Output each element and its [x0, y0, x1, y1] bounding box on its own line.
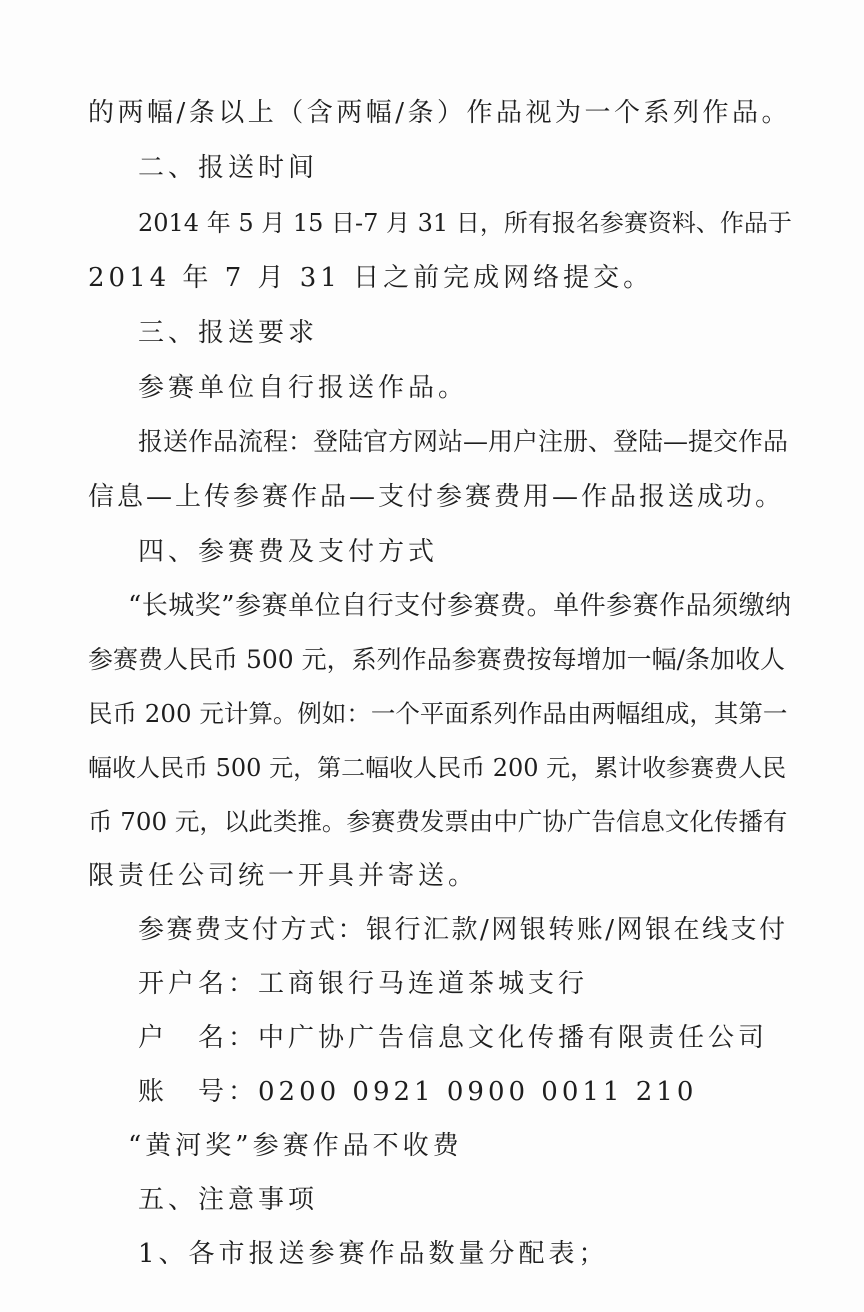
account-holder-line: 户 名：中广协广告信息文化传播有限责任公司 [138, 1023, 769, 1053]
text-line-12: 民币 200 元计算。例如：一个平面系列作品由两幅组成，其第一 [88, 699, 788, 728]
section-heading-2: 二、报送时间 [138, 153, 319, 183]
payment-method-line: 参赛费支付方式：银行汇款/网银转账/网银在线支付 [138, 915, 788, 945]
text-line-3: 2014 年 5 月 15 日-7 月 31 日，所有报名参赛资料、作品于 [138, 209, 792, 237]
text-line-10: “长城奖”参赛单位自行支付参赛费。单件参赛作品须缴纳 [128, 591, 792, 621]
text-line-20: “黄河奖”参赛作品不收费 [128, 1131, 463, 1161]
text-line-13: 幅收人民币 500 元，第二幅收人民币 200 元，累计收参赛费人民 [88, 754, 787, 782]
text-line-1: 的两幅/条以上（含两幅/条）作品视为一个系列作品。 [88, 98, 792, 128]
text-line-6: 参赛单位自行报送作品。 [138, 373, 469, 403]
account-number-line: 账 号：0200 0921 0900 0011 210 [138, 1077, 698, 1107]
bank-name-line: 开户名：工商银行马连道茶城支行 [138, 969, 589, 999]
text-line-4: 2014 年 7 月 31 日之前完成网络提交。 [88, 263, 654, 293]
section-heading-3: 三、报送要求 [138, 318, 319, 348]
section-heading-5: 五、注意事项 [138, 1185, 319, 1215]
section-heading-4: 四、参赛费及支付方式 [138, 537, 439, 567]
text-line-11: 参赛费人民币 500 元，系列作品参赛费按每增加一幅/条加收人 [88, 645, 786, 674]
text-line-8: 信息—上传参赛作品—支付参赛费用—作品报送成功。 [88, 482, 785, 512]
text-line-7: 报送作品流程：登陆官方网站—用户注册、登陆—提交作品 [138, 427, 789, 456]
text-line-22: 1、各市报送参赛作品数量分配表； [138, 1239, 609, 1269]
text-line-14: 币 700 元，以此类推。参赛费发票由中广协广告信息文化传播有 [88, 807, 788, 836]
text-line-15: 限责任公司统一开具并寄送。 [88, 861, 479, 891]
